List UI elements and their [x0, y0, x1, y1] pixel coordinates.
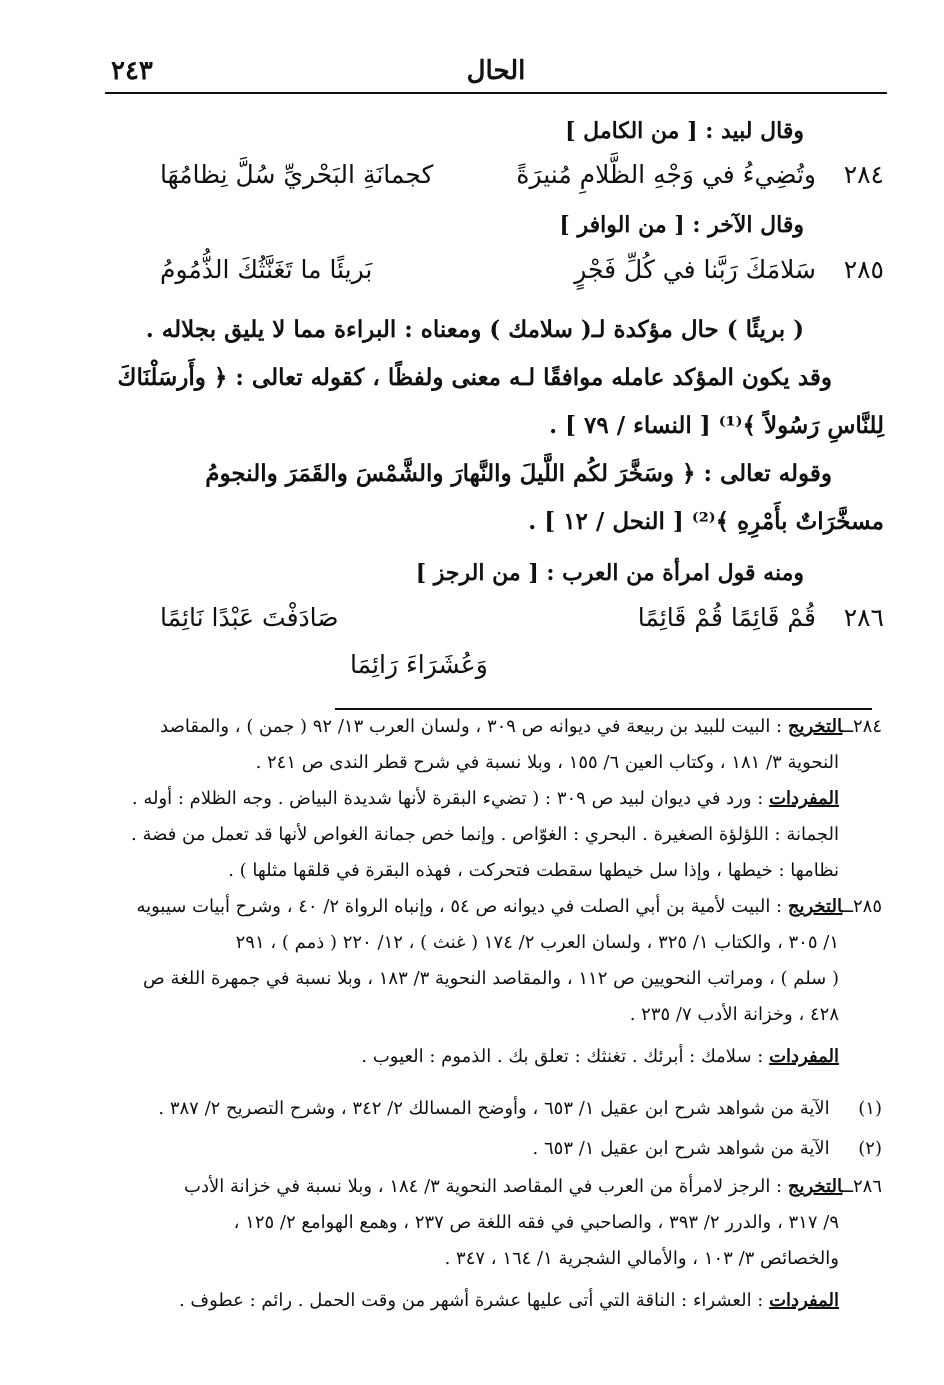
footnote-text: النحوية ٣/ ١٨١ ، وكتاب العين ٦/ ١٥٥ ، وبلا نسبة في شرح قطر الندى ص ٢٤١ . [255, 752, 839, 773]
mufradat-label: المفردات [769, 1290, 839, 1311]
verse-second-hemistich: كجمانَةِ البَحْريِّ سُلَّ نِظامُهَا [160, 160, 434, 189]
footnote-text: : العشراء : الناقة التي أتى عليها عشرة أشهر من وقت الحمل . رائم : عطوف . [178, 1290, 764, 1311]
footnote-text: ( سلم ) ، ومراتب النحويين ص ١١٢ ، والمقاصد النحوية ٣/ ١٨٣ ، وبلا نسبة في جمهرة اللغة ص [142, 968, 839, 989]
verse-286-intro: ومنه قول امرأة من العرب : [ من الرجز ] [415, 560, 804, 586]
footnote-286-mufradat [179, 1290, 839, 1311]
footnote-text: : ورد في ديوان لبيد ص ٣٠٩ : ( تضيء البقرة لأنها شديدة البياض . وجه الظلام : أوله . [131, 788, 764, 809]
takhrij-label: التخريج [787, 896, 843, 917]
note-number: (٢) [858, 1138, 882, 1159]
verse-285 [160, 255, 884, 297]
verse-first-hemistich: وتُضِيءُ في وَجْهِ الظَّلامِ مُنيرَةً [516, 160, 816, 189]
footnote-number: ٢٨٥ــ [842, 896, 882, 917]
takhrij-label: التخريج [787, 1176, 843, 1197]
footnote-284-takhrij [160, 716, 882, 737]
paragraph: ( بريئًا ) حال مؤكدة لـ( سلامك ) ومعناه : البراءة مما لا يليق بجلاله . [145, 316, 804, 343]
verse-number: ٢٨٥ [843, 255, 884, 284]
takhrij-label: التخريج [787, 716, 843, 737]
verse-first-hemistich: قُمْ قَائِمًا قُمْ قَائِمًا [637, 603, 816, 632]
page-header [105, 56, 887, 94]
paragraph-continuation: مسخَّرَاتٌ بأَمْرِهِ ﴾⁽²⁾ [ النحل / ١٢ ] . [528, 508, 884, 535]
paragraph-continuation: لِلنَّاسِ رَسُولاً ﴾⁽¹⁾ [ النساء / ٧٩ ] . [549, 412, 884, 439]
note-text: الآية من شواهد شرح ابن عقيل ١/ ٦٥٣ ، وأوضح المسالك ٢/ ٣٤٢ ، وشرح التصريح ٢/ ٣٨٧ . [158, 1098, 830, 1119]
verse-number: ٢٨٦ [843, 603, 884, 632]
note-number: (١) [858, 1098, 882, 1119]
footnote-text: ٤٢٨ ، وخزانة الأدب ٧/ ٢٣٥ . [629, 1004, 839, 1025]
footnote-number: ٢٨٦ــ [842, 1176, 882, 1197]
footnote-text: ١/ ٣٠٥ ، والكتاب ١/ ٣٢٥ ، ولسان العرب ٢/ ١٧٤ ( غنث ) ، ١٢/ ٢٢٠ ( ذمم ) ، ٢٩١ [235, 932, 839, 953]
mufradat-label: المفردات [769, 788, 839, 809]
footnote-text: : الرجز لامرأة من العرب في المقاصد النحوية ٣/ ١٨٤ ، وبلا نسبة في خزانة الأدب [184, 1176, 783, 1197]
footnote-text: والخصائص ٣/ ١٠٣ ، والأمالي الشجرية ١/ ١٦٤ ، ٣٤٧ . [444, 1248, 839, 1269]
verse-285-intro: وقال الآخر : [ من الوافر ] [559, 212, 804, 238]
mufradat-label: المفردات [769, 1046, 839, 1067]
verse-first-hemistich: سَلامَكَ رَبَّنا في كُلِّ فَجْرٍ [574, 255, 816, 284]
footnote-text: نظامها : خيطها ، وإذا سل خيطها سقطت فتحركت ، فهذه البقرة في قلقها مثلها ) . [228, 860, 839, 881]
footnote-text: الجمانة : اللؤلؤة الصغيرة . البحري : الغوّاص . وإنما خص جمانة الغواص لأنها قد تعمل من فضة . [131, 824, 839, 845]
verse-number: ٢٨٤ [843, 160, 884, 189]
note-2 [533, 1138, 882, 1159]
footnote-285-mufradat [361, 1046, 839, 1067]
footnote-text: ٩/ ٣١٧ ، والدرر ٢/ ٣٩٣ ، والصاحبي في فقه اللغة ص ٢٣٧ ، وهمع الهوامع ٢/ ١٢٥ ، [233, 1212, 839, 1233]
verse-286 [160, 603, 884, 645]
chapter-title: الحال [466, 56, 526, 86]
footnote-286-takhrij [184, 1176, 882, 1197]
verse-second-hemistich: صَادَفْتَ عَبْدًا نَائِمًا [160, 603, 339, 632]
footnote-text: : سلامك : أبرئك . تغنثك : تعلق بك . الذموم : العيوب . [361, 1046, 764, 1067]
footnote-285-takhrij [136, 896, 882, 917]
note-text: الآية من شواهد شرح ابن عقيل ١/ ٦٥٣ . [532, 1138, 830, 1159]
footnote-number: ٢٨٤ــ [842, 716, 882, 737]
footnote-separator [335, 708, 872, 710]
verse-284 [160, 160, 884, 202]
footnote-text: : البيت للبيد بن ربيعة في ديوانه ص ٣٠٩ ، ولسان العرب ١٣/ ٩٢ ( جمن ) ، والمقاصد [160, 716, 783, 737]
verse-third-hemistich: وَعُشَرَاءَ رَائِمَا [350, 650, 488, 679]
footnote-284-mufradat [132, 788, 839, 809]
paragraph: وقد يكون المؤكد عامله موافقًا لـه معنى ولفظًا ، كقوله تعالى : ﴿ وأَرسَلْنَاكَ [117, 364, 832, 391]
note-1 [158, 1098, 882, 1119]
verse-second-hemistich: بَريئًا ما تَغَنَّثُكَ الذُّمُومُ [160, 255, 373, 284]
page-number: ٢٤٣ [111, 56, 153, 86]
verse-284-intro: وقال لبيد : [ من الكامل ] [565, 118, 804, 144]
footnote-text: : البيت لأمية بن أبي الصلت في ديوانه ص ٥٤ ، وإنباه الرواة ٢/ ٤٠ ، وشرح أبيات سيبويه [136, 896, 783, 917]
paragraph: وقوله تعالى : ﴿ وسَخَّرَ لكُم اللَّيلَ والنَّهارَ والشَّمْسَ والقَمَرَ والنجومُ [205, 460, 832, 487]
